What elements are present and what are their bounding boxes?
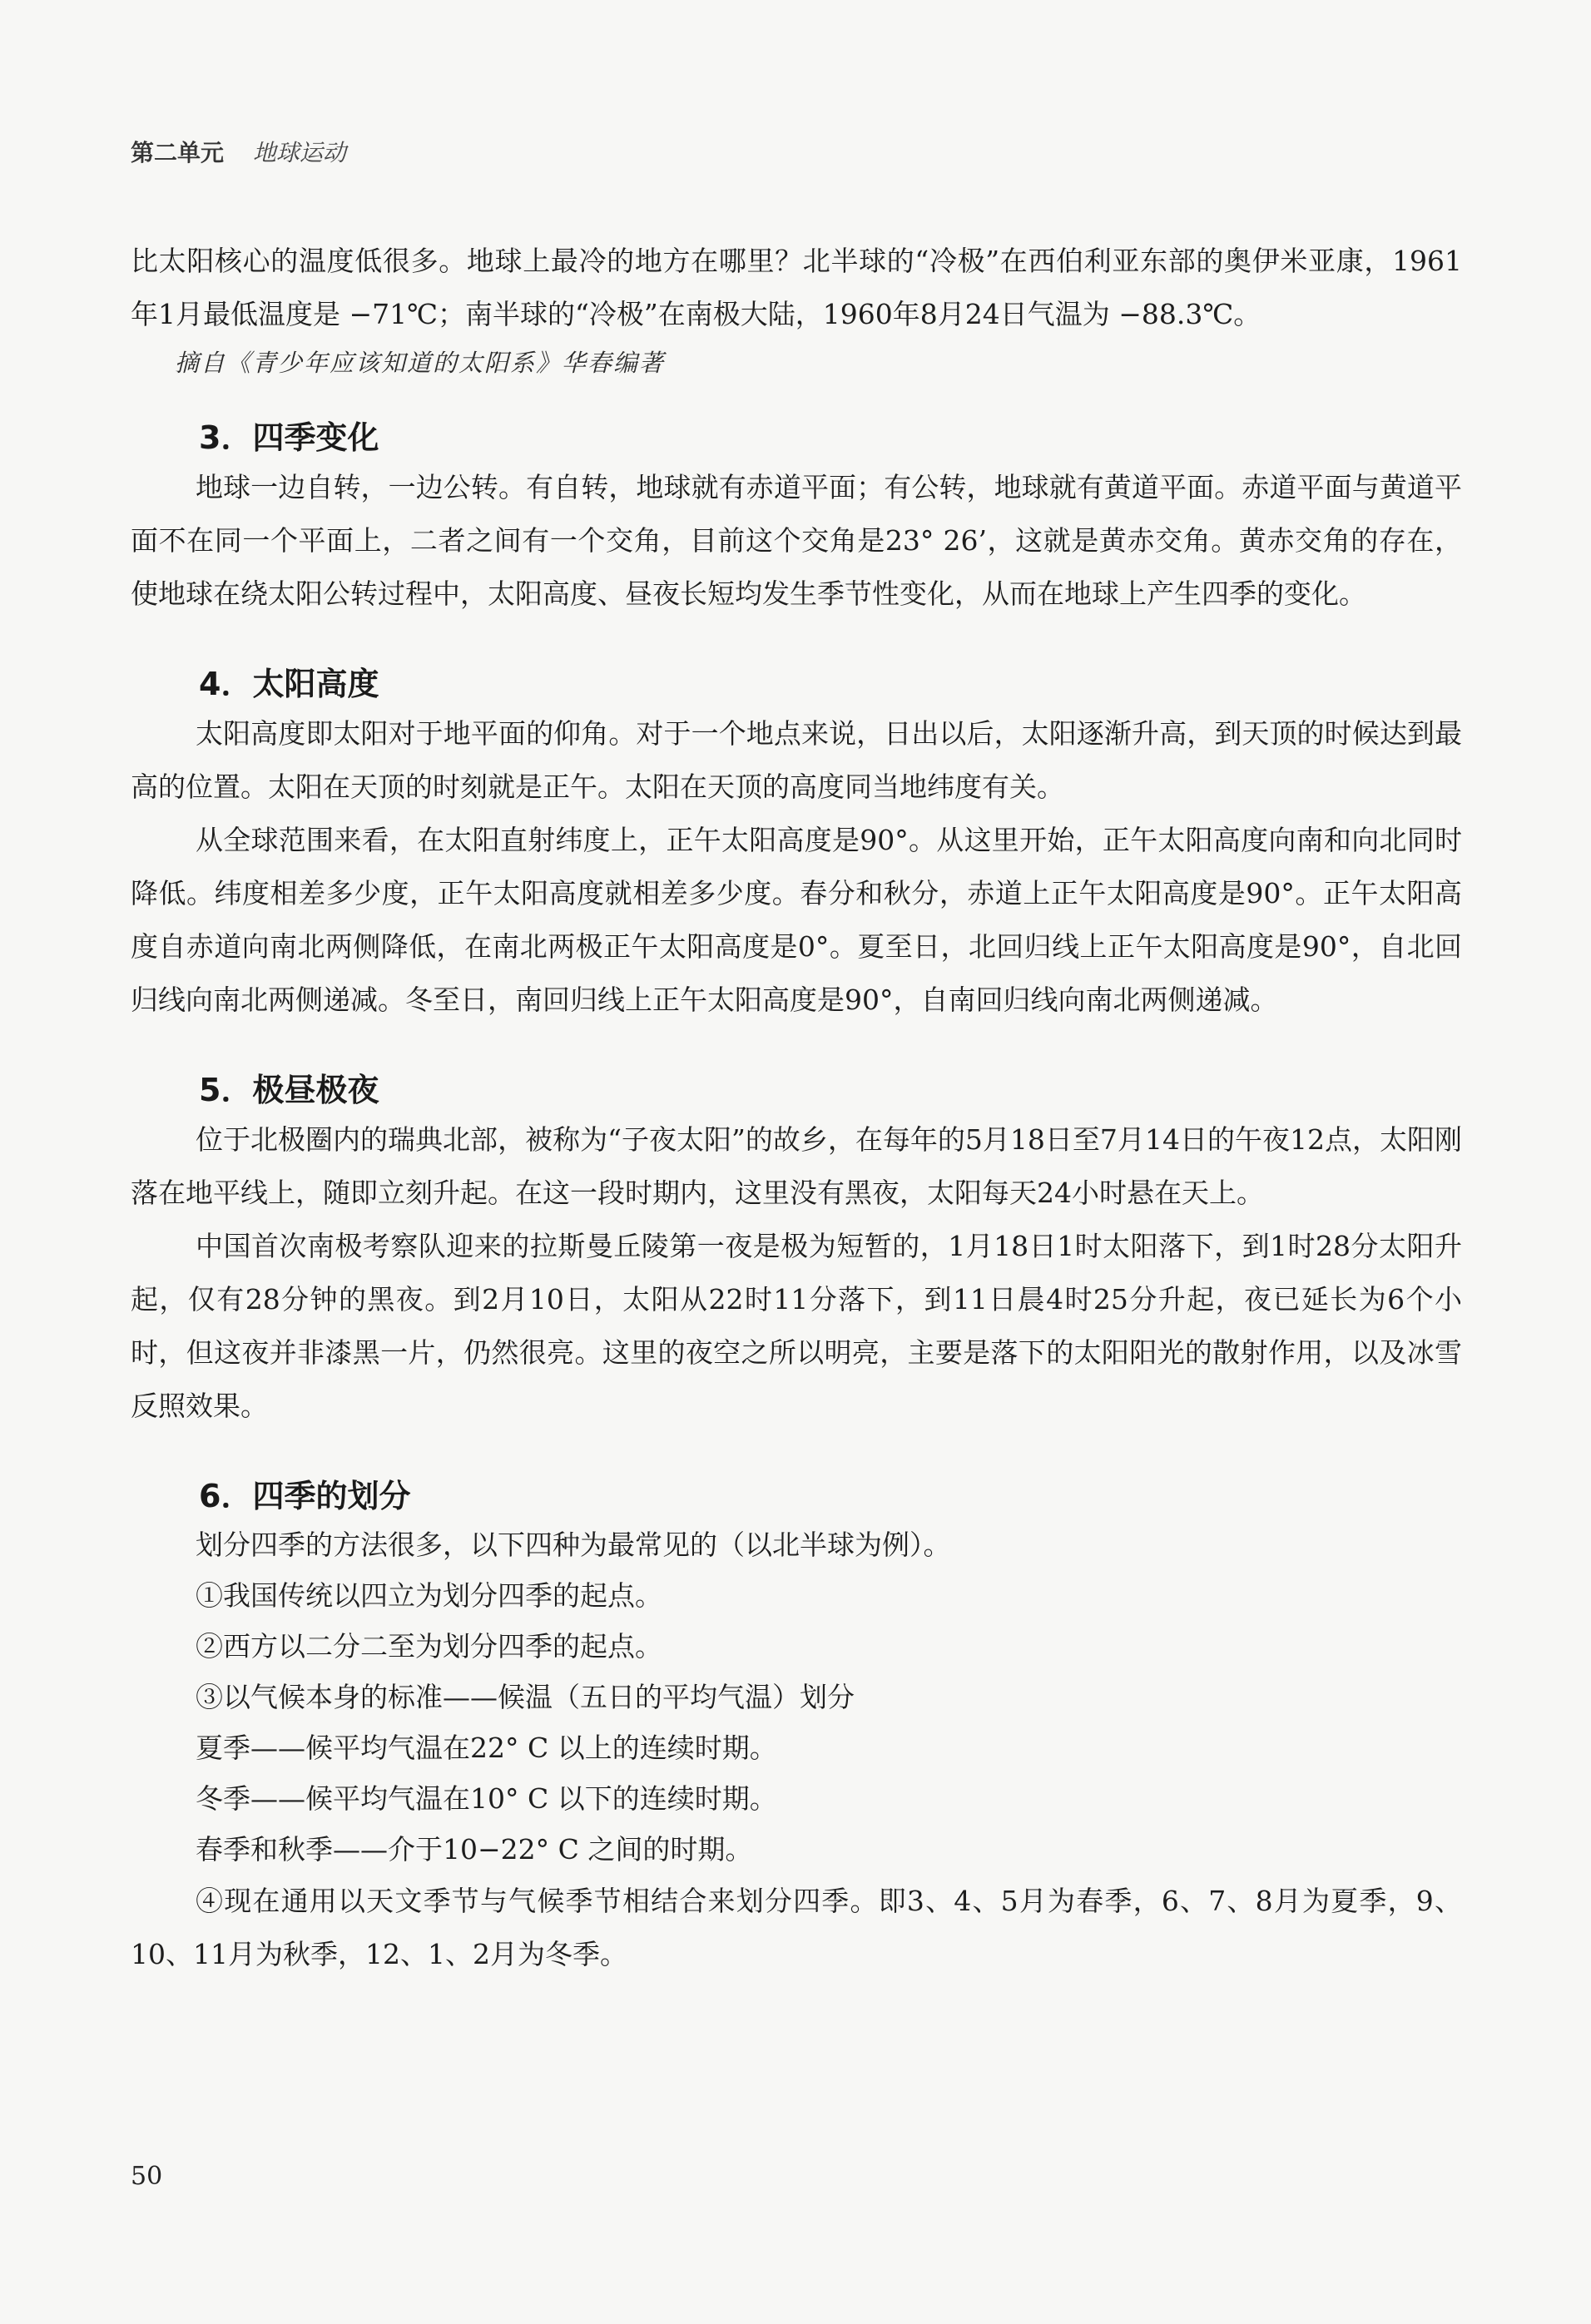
page-number: 50 [131,2162,163,2191]
body-text [131,235,1462,1981]
section-heading-season-division: 6．四季的划分 [199,1478,411,1514]
unit-topic: 地球运动 [252,139,346,166]
list-item: ③以气候本身的标准——候温（五日的平均气温）划分 [196,1681,855,1713]
paragraph: ④现在通用以天文季节与气候季节相结合来划分四季。即3、4、5月为春季，6、7、8月为夏季，9、10、11月为秋季，12、1、2月为冬季。 [131,1885,1462,1970]
unit-label: 第二单元 [131,139,225,166]
running-header [131,135,346,168]
list-item: 划分四季的方法很多，以下四种为最常见的（以北半球为例）。 [196,1529,951,1561]
list-item: ②西方以二分二至为划分四季的起点。 [196,1630,662,1662]
list-item: 夏季——候平均气温在22° C 以上的连续时期。 [196,1732,777,1764]
section-heading-polar-day-night: 5．极昼极夜 [199,1072,379,1108]
list-item: 春季和秋季——介于10−22° C 之间的时期。 [196,1833,753,1866]
paragraph: 中国首次南极考察队迎来的拉斯曼丘陵第一夜是极为短暂的，1月18日1时太阳落下，到1时28分太阳升起，仅有28分钟的黑夜。到2月10日，太阳从22时11分落下，到11日晨4时25分升起，夜已延长为6个小时，但这夜并非漆黑一片，仍然很亮。这里的夜空之所以明亮，主要是落下的太阳阳光的散射作用，以及冰雪反照效果。 [131,1230,1462,1422]
paragraph: 从全球范围来看，在太阳直射纬度上，正午太阳高度是90°。从这里开始，正午太阳高度向南和向北同时降低。纬度相差多少度，正午太阳高度就相差多少度。春分和秋分，赤道上正午太阳高度是90°。正午太阳高度自赤道向南北两侧降低，在南北两极正午太阳高度是0°。夏至日，北回归线上正午太阳高度是90°，自北回归线向南北两侧递减。冬至日，南回归线上正午太阳高度是90°，自南回归线向南北两侧递减。 [131,824,1462,1016]
citation: 摘自《青少年应该知道的太阳系》华春编著 [175,349,666,377]
list-item: ①我国传统以四立为划分四季的起点。 [196,1579,662,1612]
intro-paragraph: 比太阳核心的温度低很多。地球上最冷的地方在哪里？北半球的“冷极”在西伯利亚东部的奥伊米亚康，1961年1月最低温度是 −71℃；南半球的“冷极”在南极大陆，1960年8月24日气温为 −88.3℃。 [131,245,1462,330]
paragraph: 太阳高度即太阳对于地平面的仰角。对于一个地点来说，日出以后，太阳逐渐升高，到天顶的时候达到最高的位置。太阳在天顶的时刻就是正午。太阳在天顶的高度同当地纬度有关。 [131,717,1462,803]
section-heading-seasons-change: 3．四季变化 [199,419,379,456]
section-heading-solar-altitude: 4．太阳高度 [199,666,379,702]
list-item: 冬季——候平均气温在10° C 以下的连续时期。 [196,1782,777,1815]
paragraph: 位于北极圈内的瑞典北部，被称为“子夜太阳”的故乡，在每年的5月18日至7月14日的午夜12点，太阳刚落在地平线上，随即立刻升起。在这一段时期内，这里没有黑夜，太阳每天24小时悬在天上。 [131,1123,1462,1209]
paragraph: 地球一边自转，一边公转。有自转，地球就有赤道平面；有公转，地球就有黄道平面。赤道平面与黄道平面不在同一个平面上，二者之间有一个交角，目前这个交角是23° 26’，这就是黄赤交角。黄赤交角的存在，使地球在绕太阳公转过程中，太阳高度、昼夜长短均发生季节性变化，从而在地球上产生四季的变化。 [131,471,1462,610]
